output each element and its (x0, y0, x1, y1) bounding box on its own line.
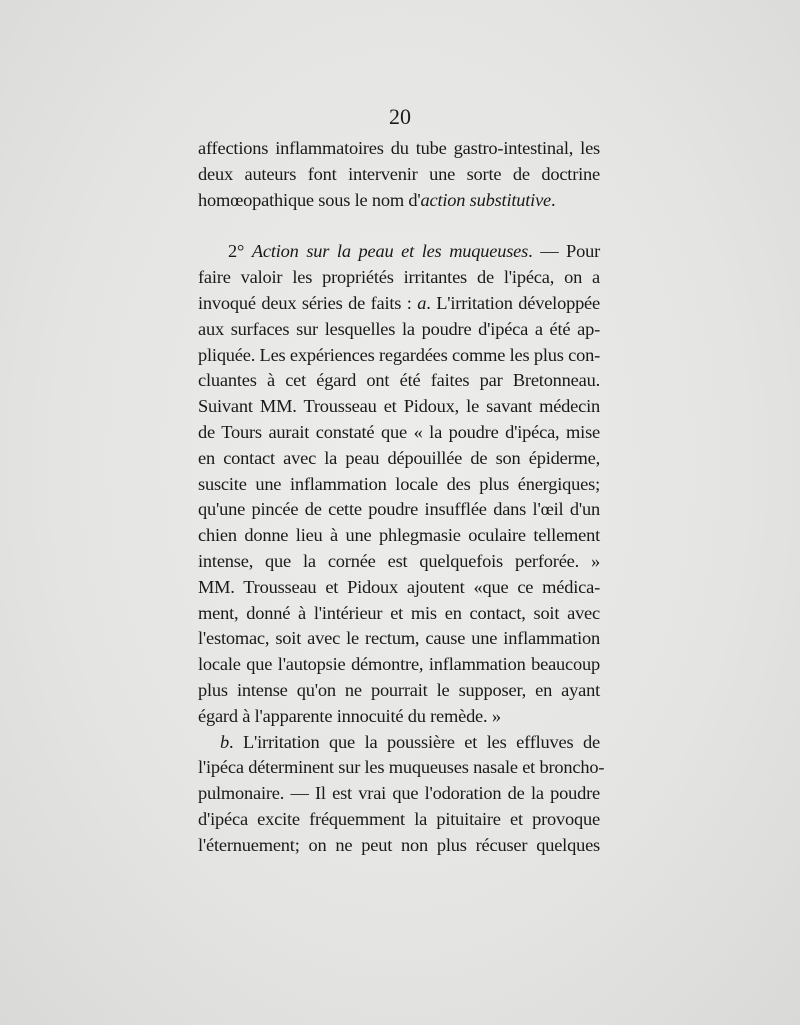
text-line: l'éternuement; on ne peut non plus récuser quelques (198, 834, 600, 855)
text-line: suscite une inflammation locale des plus énergiques; (198, 473, 600, 494)
text-line: chien donne lieu à une phlegmasie oculaire tellement (198, 525, 600, 546)
text-fragment: . L'irritation développée (426, 292, 600, 313)
text-line: plus intense qu'on ne pourrait le supposer, en ayant (198, 679, 600, 700)
text-line: Suivant MM. Trousseau et Pidoux, le savant médecin (198, 396, 600, 417)
text-fragment: homœopathique sous le nom d' (198, 189, 421, 210)
text-line: égard à l'apparente innocuité du remède. » (198, 705, 501, 726)
text-fragment: . — Pour (528, 241, 601, 262)
text-line: d'ipéca excite fréquemment la pituitaire et provoque (198, 808, 600, 829)
text-line: MM. Trousseau et Pidoux ajoutent «que ce médica- (198, 576, 600, 597)
text-line: faire valoir les propriétés irritantes de l'ipéca, on a (198, 267, 600, 288)
text-fragment: . (551, 189, 556, 210)
text-line: aux surfaces sur lesquelles la poudre d'ipéca a été ap- (198, 318, 600, 339)
list-marker-b: b (220, 731, 229, 752)
text-line (198, 291, 600, 317)
body-text (198, 136, 605, 859)
text-line: pulmonaire. — Il est vrai que l'odoration de la poudre (198, 783, 600, 804)
paragraph-1 (198, 136, 600, 213)
section-heading-line (198, 239, 600, 265)
text-line: qu'une pincée de cette poudre insufflée dans l'œil d'un (198, 499, 600, 520)
page-number: 20 (389, 104, 411, 129)
text-line: deux auteurs font intervenir une sorte de doctrine (198, 163, 600, 184)
paragraph-2 (198, 239, 600, 729)
text-line (198, 730, 600, 756)
list-marker-a: a (417, 292, 427, 313)
text-line: l'ipéca déterminent sur les muqueuses nasale et broncho- (198, 757, 605, 778)
text-line: ment, donné à l'intérieur et mis en contact, soit avec (198, 602, 600, 623)
text-line: de Tours aurait constaté que « la poudre d'ipéca, mise (198, 421, 600, 442)
section-number: 2° (228, 241, 252, 262)
text-line (198, 188, 600, 214)
section-title: Action sur la peau et les muqueuses (251, 241, 529, 262)
text-line: l'estomac, soit avec le rectum, cause une inflammation (198, 628, 600, 649)
text-line: pliquée. Les expériences regardées comme les plus con- (198, 344, 600, 365)
text-line: en contact avec la peau dépouillée de son épiderme, (198, 447, 600, 468)
text-fragment: invoqué deux séries de faits : (198, 292, 418, 313)
text-line: cluantes à cet égard ont été faites par Bretonneau. (198, 370, 600, 391)
text-fragment: . L'irritation que la poussière et les effluves de (229, 731, 600, 752)
paragraph-3 (198, 730, 605, 859)
text-line: locale que l'autopsie démontre, inflammation beaucoup (198, 654, 600, 675)
text-line: intense, que la cornée est quelquefois perforée. » (198, 550, 600, 571)
italic-term: action substitutive (420, 189, 552, 210)
text-line: affections inflammatoires du tube gastro-intestinal, les (198, 138, 600, 158)
